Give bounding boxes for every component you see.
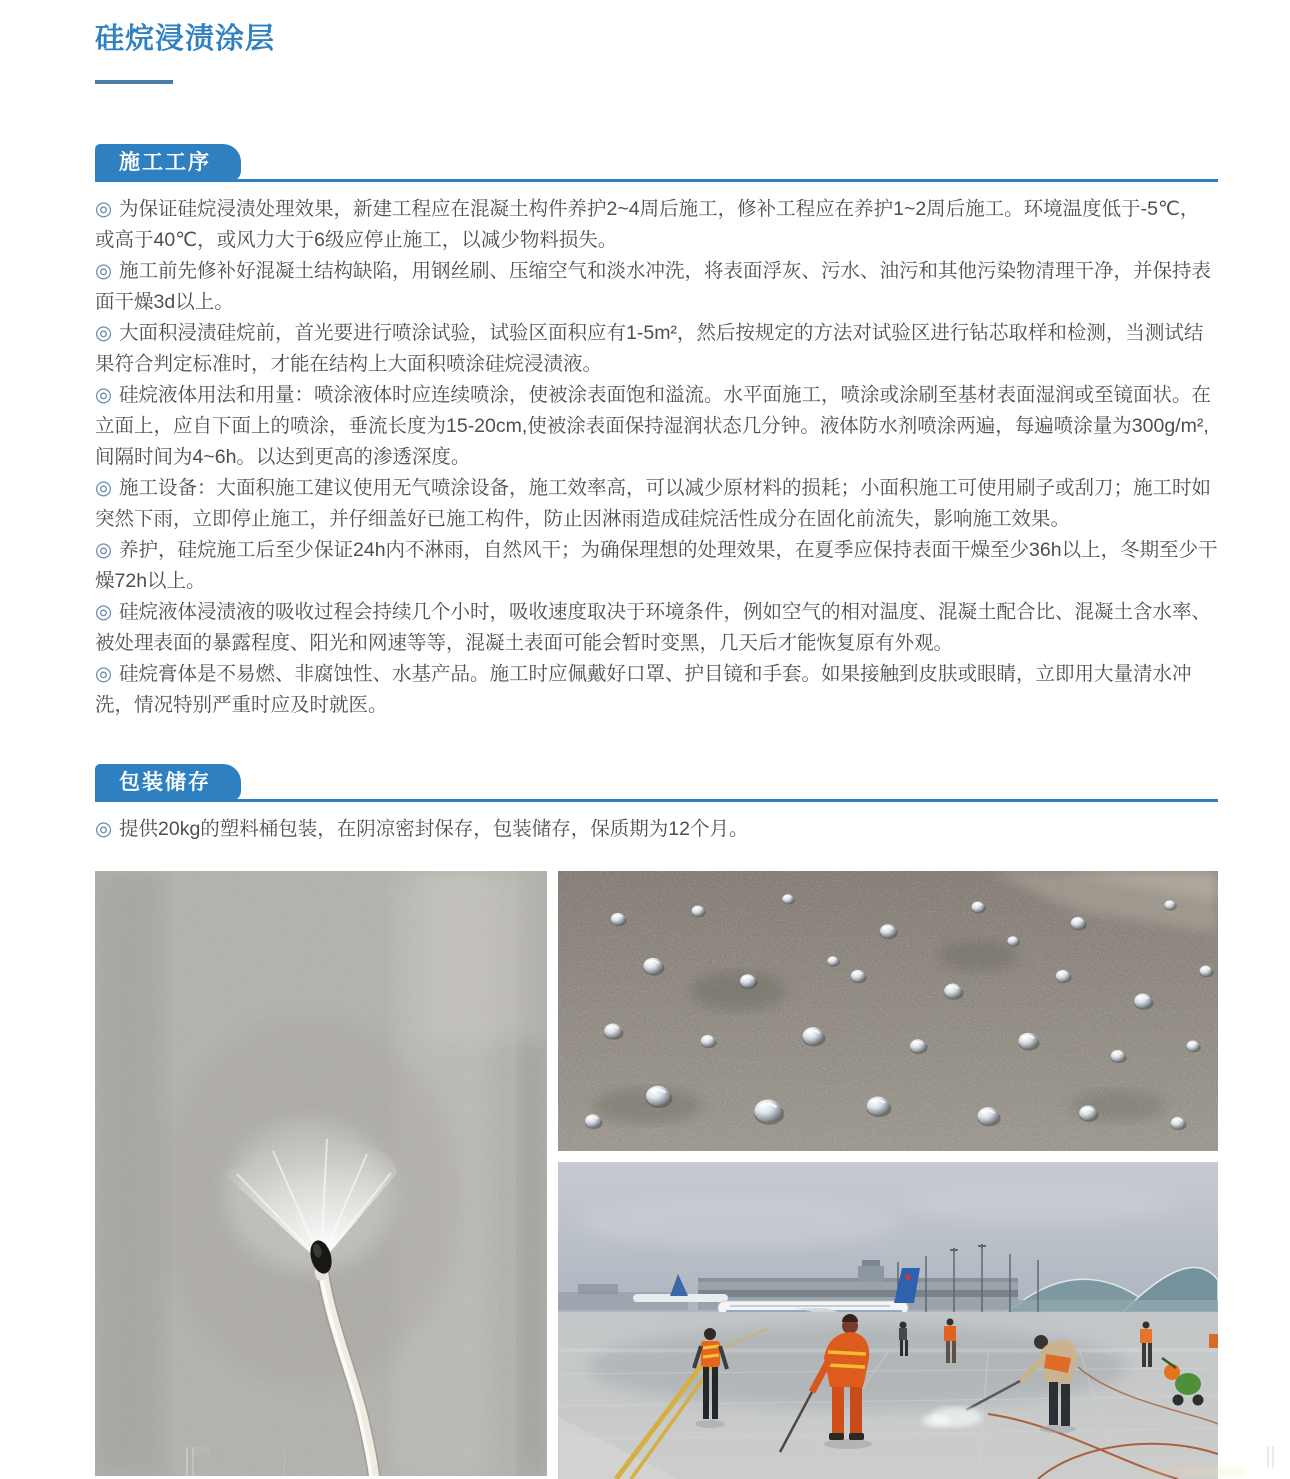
bullet-item <box>95 473 1218 535</box>
photo-wall-spray <box>95 871 547 1476</box>
footer-artifact-line <box>284 1451 285 1476</box>
photo-airport-spraying <box>558 1162 1218 1479</box>
section-construction-process <box>95 143 1218 721</box>
footer-artifacts <box>0 1440 1290 1476</box>
bullet-icon: ◎ <box>95 477 113 499</box>
bullet-icon: ◎ <box>95 539 113 561</box>
photo-grid <box>95 871 1218 1479</box>
bullet-text: 硅烷液体用法和用量：喷涂液体时应连续喷涂，使被涂表面饱和溢流。水平面施工，喷涂或涂刷至基材表面湿润或至镜面状。在立面上，应自下面上的喷涂，垂流长度为15-20cm,使被涂表面保持湿润状态几分钟。液体防水剂喷涂两遍，每遍喷涂量为300g/m²,间隔时间为4~6h。以达到更高的渗透深度。 <box>95 384 1212 468</box>
footer-artifact-line <box>1267 1446 1269 1468</box>
bullet-text: 提供20kg的塑料桶包装，在阴凉密封保存，包装储存，保质期为12个月。 <box>119 818 749 840</box>
bullet-text: 为保证硅烷浸渍处理效果，新建工程应在混凝土构件养护2~4周后施工，修补工程应在养护1~2周后施工。环境温度低于-5℃，或高于40℃，或风力大于6级应停止施工，以减少物料损失。 <box>95 198 1200 251</box>
bullet-icon: ◎ <box>95 818 113 840</box>
footer-artifact-line <box>186 1447 188 1476</box>
page-title: 硅烷浸渍涂层 <box>95 23 276 55</box>
footer-artifact-mast <box>756 1446 760 1476</box>
footer-artifact-smudge <box>1145 1467 1245 1476</box>
section-header-rule <box>95 763 1218 802</box>
bullet-list <box>95 194 1218 721</box>
bullet-item <box>95 318 1218 380</box>
bullet-icon: ◎ <box>95 198 113 220</box>
photo-water-beads <box>558 871 1218 1151</box>
bullet-item <box>95 256 1218 318</box>
bullet-item <box>95 659 1218 721</box>
bullet-icon: ◎ <box>95 322 113 344</box>
bullet-icon: ◎ <box>95 384 113 406</box>
bullet-item <box>95 194 1218 256</box>
photo-right-column <box>558 871 1218 1479</box>
section-header-rule <box>95 143 1218 182</box>
footer-artifact-flag <box>194 1445 210 1455</box>
bullet-text: 硅烷膏体是不易燃、非腐蚀性、水基产品。施工时应佩戴好口罩、护目镜和手套。如果接触到皮肤或眼睛，立即用大量清水冲洗，情况特别严重时应及时就医。 <box>95 663 1192 716</box>
bullet-text: 施工前先修补好混凝土结构缺陷，用钢丝刷、压缩空气和淡水冲洗，将表面浮灰、污水、油污和其他污染物清理干净，并保持表面干燥3d以上。 <box>95 260 1212 313</box>
bullet-text: 大面积浸渍硅烷前，首光要进行喷涂试验，试验区面积应有1-5m²，然后按规定的方法对试验区进行钻芯取样和检测，当测试结果符合判定标准时，才能在结构上大面积喷涂硅烷浸渍液。 <box>95 322 1204 375</box>
bullet-item <box>95 597 1218 659</box>
bullet-list <box>95 814 1218 845</box>
section-badge: 包装储存 <box>95 764 241 801</box>
bullet-icon: ◎ <box>95 601 113 623</box>
section-packaging-storage <box>95 763 1218 845</box>
bullet-text: 养护，硅烷施工后至少保证24h内不淋雨，自然风干；为确保理想的处理效果，在夏季应保持表面干燥至少36h以上，冬期至少干燥72h以上。 <box>95 539 1218 592</box>
bullet-item <box>95 380 1218 473</box>
footer-artifact-line <box>1272 1446 1274 1468</box>
bullet-text: 施工设备：大面积施工建议使用无气喷涂设备，施工效率高，可以减少原材料的损耗；小面积施工可使用刷子或刮刀；施工时如突然下雨，立即停止施工，并仔细盖好已施工构件，防止因淋雨造成硅烷活性成分在固化前流失，影响施工效果。 <box>95 477 1212 530</box>
title-underline <box>95 80 173 84</box>
bullet-text: 硅烷液体浸渍液的吸收过程会持续几个小时，吸收速度取决于环境条件，例如空气的相对温度、混凝土配合比、混凝土含水率、被处理表面的暴露程度、阳光和网速等等，混凝土表面可能会暂时变黑，几天后才能恢复原有外观。 <box>95 601 1212 654</box>
bullet-item <box>95 535 1218 597</box>
bullet-item <box>95 814 1218 845</box>
bullet-icon: ◎ <box>95 260 113 282</box>
section-badge: 施工工序 <box>95 144 241 181</box>
footer-artifact-mast <box>760 1446 764 1476</box>
bullet-icon: ◎ <box>95 663 113 685</box>
